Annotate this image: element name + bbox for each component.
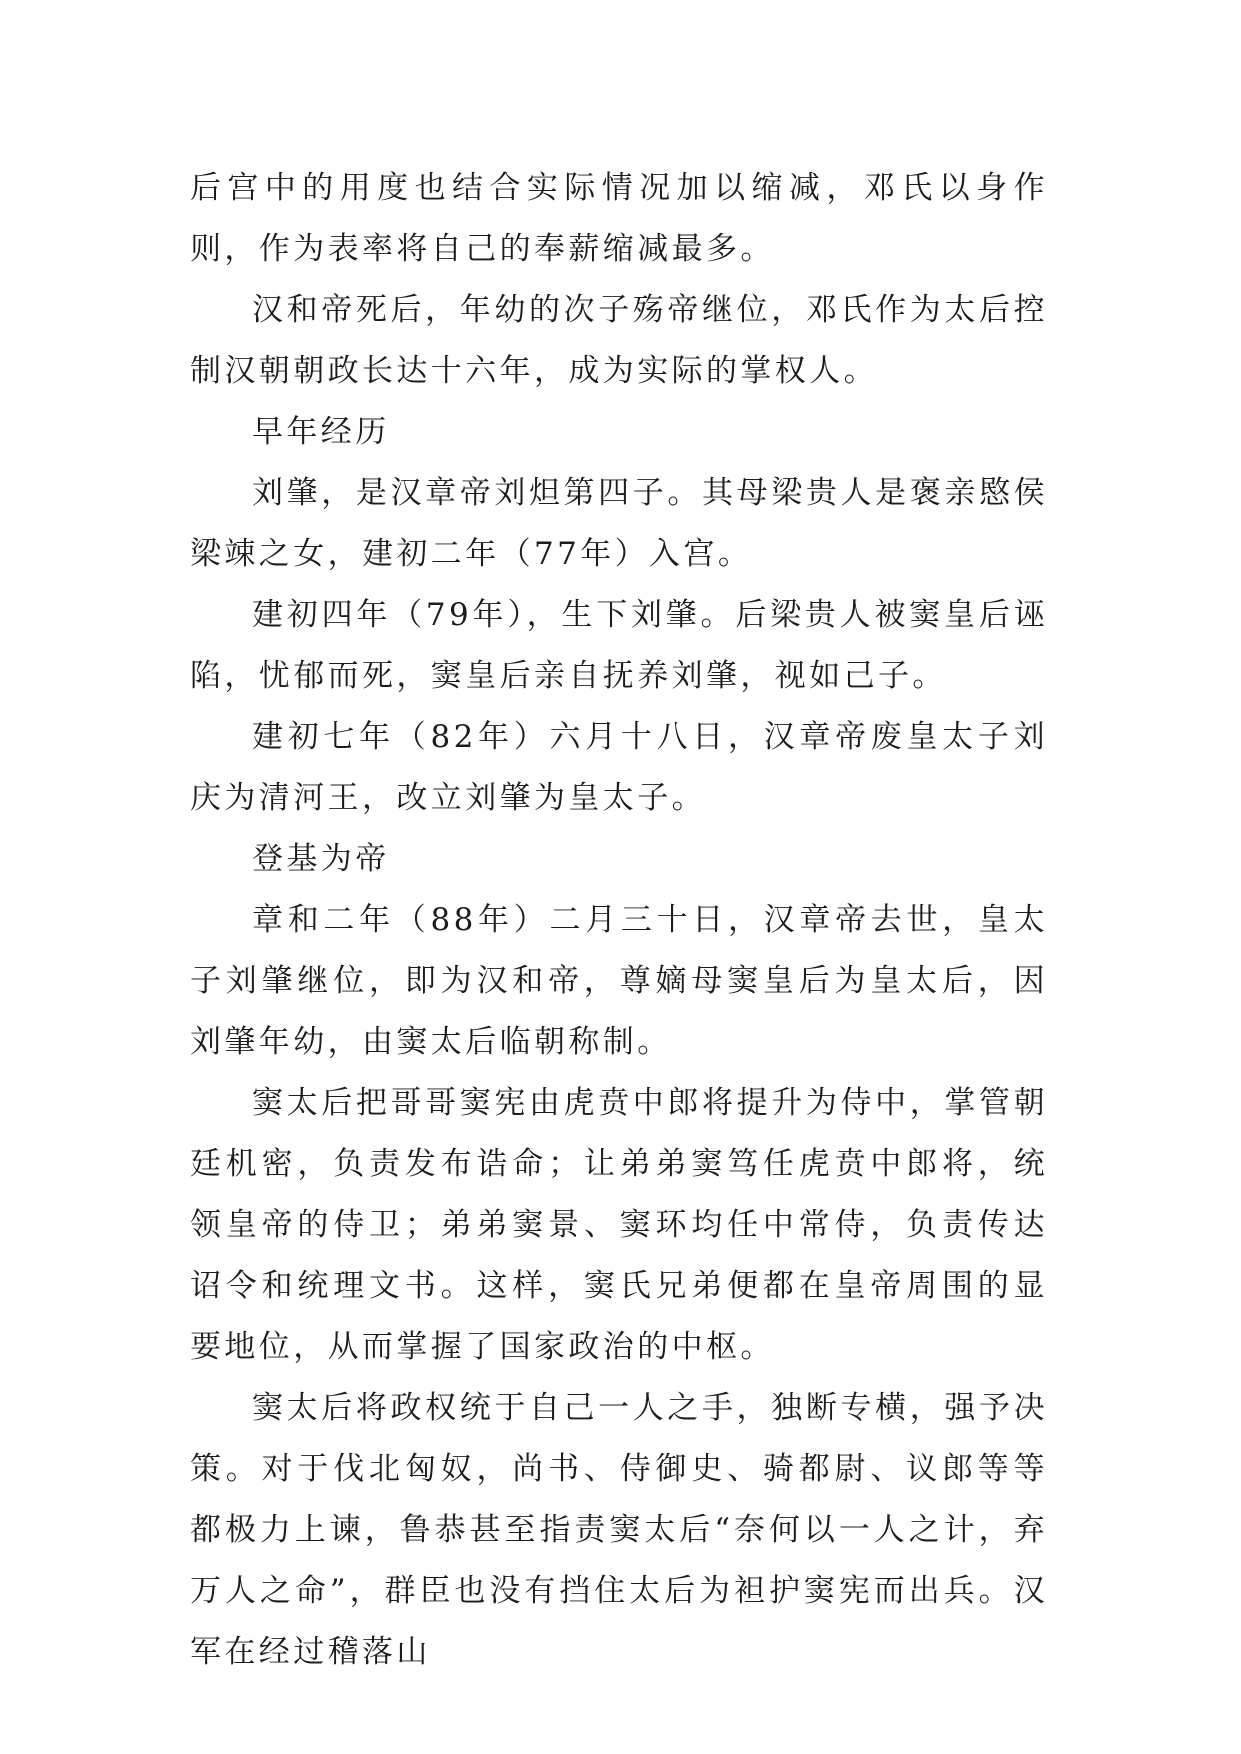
document-body xyxy=(190,158,1048,1683)
paragraph: 窦太后把哥哥窦宪由虎贲中郎将提升为侍中，掌管朝廷机密，负责发布诰命；让弟弟窦笃任虎贲中郎将，统领皇帝的侍卫；弟弟窦景、窦环均任中常侍，负责传达诏令和统理文书。这样，窦氏兄弟便都在皇帝周围的显要地位，从而掌握了国家政治的中枢。 xyxy=(190,1085,1048,1365)
paragraph: 建初七年（82年）六月十八日，汉章帝废皇太子刘庆为清河王，改立刘肇为皇太子。 xyxy=(190,719,1048,816)
paragraph: 建初四年（79年），生下刘肇。后梁贵人被窦皇后诬陷，忧郁而死，窦皇后亲自抚养刘肇，视如己子。 xyxy=(190,597,1048,694)
paragraph: 章和二年（88年）二月三十日，汉章帝去世，皇太子刘肇继位，即为汉和帝，尊嫡母窦皇后为皇太后，因刘肇年幼，由窦太后临朝称制。 xyxy=(190,902,1048,1060)
paragraph: 后宫中的用度也结合实际情况加以缩减，邓氏以身作则，作为表率将自己的奉薪缩减最多。 xyxy=(190,170,1048,267)
paragraph: 刘肇，是汉章帝刘炟第四子。其母梁贵人是褒亲愍侯梁竦之女，建初二年（77年）入宫。 xyxy=(190,475,1048,572)
section-heading: 登基为帝 xyxy=(252,841,390,877)
paragraph: 窦太后将政权统于自己一人之手，独断专横，强予决策。对于伐北匈奴，尚书、侍御史、骑都尉、议郎等等都极力上谏，鲁恭甚至指责窦太后“奈何以一人之计，弃万人之命”，群臣也没有挡住太后为袒护窦宪而出兵。汉军在经过稽落山 xyxy=(190,1390,1048,1670)
section-heading: 早年经历 xyxy=(252,414,390,450)
paragraph: 汉和帝死后，年幼的次子殇帝继位，邓氏作为太后控制汉朝朝政长达十六年，成为实际的掌权人。 xyxy=(190,292,1048,389)
